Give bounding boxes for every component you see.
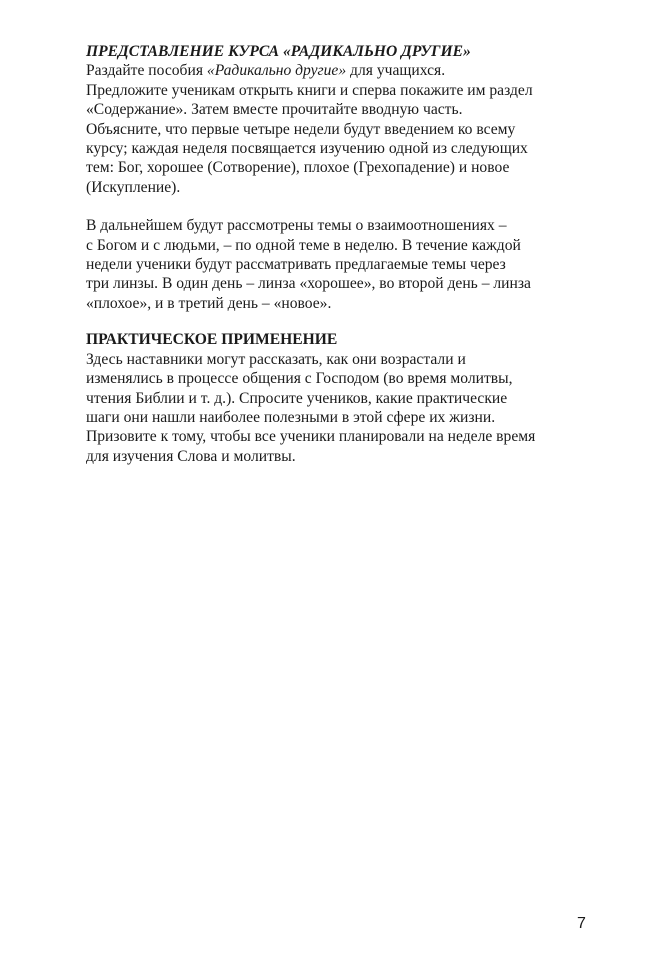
paragraph-topics-overview <box>86 216 596 313</box>
text-line: шаги они нашли наиболее полезными в этой сфере их жизни. <box>86 408 496 426</box>
text-line: недели ученики будут рассматривать предлагаемые темы через <box>86 256 506 274</box>
text-line: Объясните, что первые четыре недели будут введением ко всему <box>86 120 516 138</box>
paragraph-spacer <box>86 197 596 216</box>
text-fragment: для учащихся. <box>346 62 446 80</box>
text-line: Здесь наставники могут рассказать, как они возрастали и <box>86 350 466 368</box>
text-line: тем: Бог, хорошее (Сотворение), плохое (Грехопадение) и новое <box>86 159 510 177</box>
section-heading-course-intro: ПРЕДСТАВЛЕНИЕ КУРСА «РАДИКАЛЬНО ДРУГИЕ» <box>86 43 471 60</box>
text-line: Призовите к тому, чтобы все ученики планировали на неделе время <box>86 428 536 446</box>
text-line: для изучения Слова и молитвы. <box>86 447 296 465</box>
text-line: «Содержание». Затем вместе прочитайте вводную часть. <box>86 101 463 119</box>
text-line: с Богом и с людьми, – по одной теме в неделю. В течение каждой <box>86 236 521 254</box>
page-number: 7 <box>577 915 586 932</box>
text-line: (Искупление). <box>86 178 181 196</box>
text-line: чтения Библии и т. д.). Спросите учеников, какие практические <box>86 389 508 407</box>
text-line: «плохое», и в третий день – «новое». <box>86 294 332 312</box>
text-line: В дальнейшем будут рассмотрены темы о взаимоотношениях – <box>86 217 507 235</box>
text-fragment: Раздайте пособия <box>86 62 207 80</box>
book-title-italic: «Радикально другие» <box>206 62 347 80</box>
page-content <box>86 42 596 466</box>
text-line: Предложите ученикам открыть книги и сперва покажите им раздел <box>86 81 533 99</box>
paragraph-course-intro <box>86 61 596 197</box>
text-line: изменялись в процессе общения с Господом (во время молитвы, <box>86 370 513 388</box>
text-line: курсу; каждая неделя посвящается изучению одной из следующих <box>86 140 528 158</box>
text-line: три линзы. В один день – линза «хорошее», во второй день – линза <box>86 275 531 293</box>
paragraph-practical <box>86 350 596 466</box>
section-spacer <box>86 313 596 330</box>
text-line <box>86 61 596 80</box>
section-heading-practical: ПРАКТИЧЕСКОЕ ПРИМЕНЕНИЕ <box>86 331 338 349</box>
